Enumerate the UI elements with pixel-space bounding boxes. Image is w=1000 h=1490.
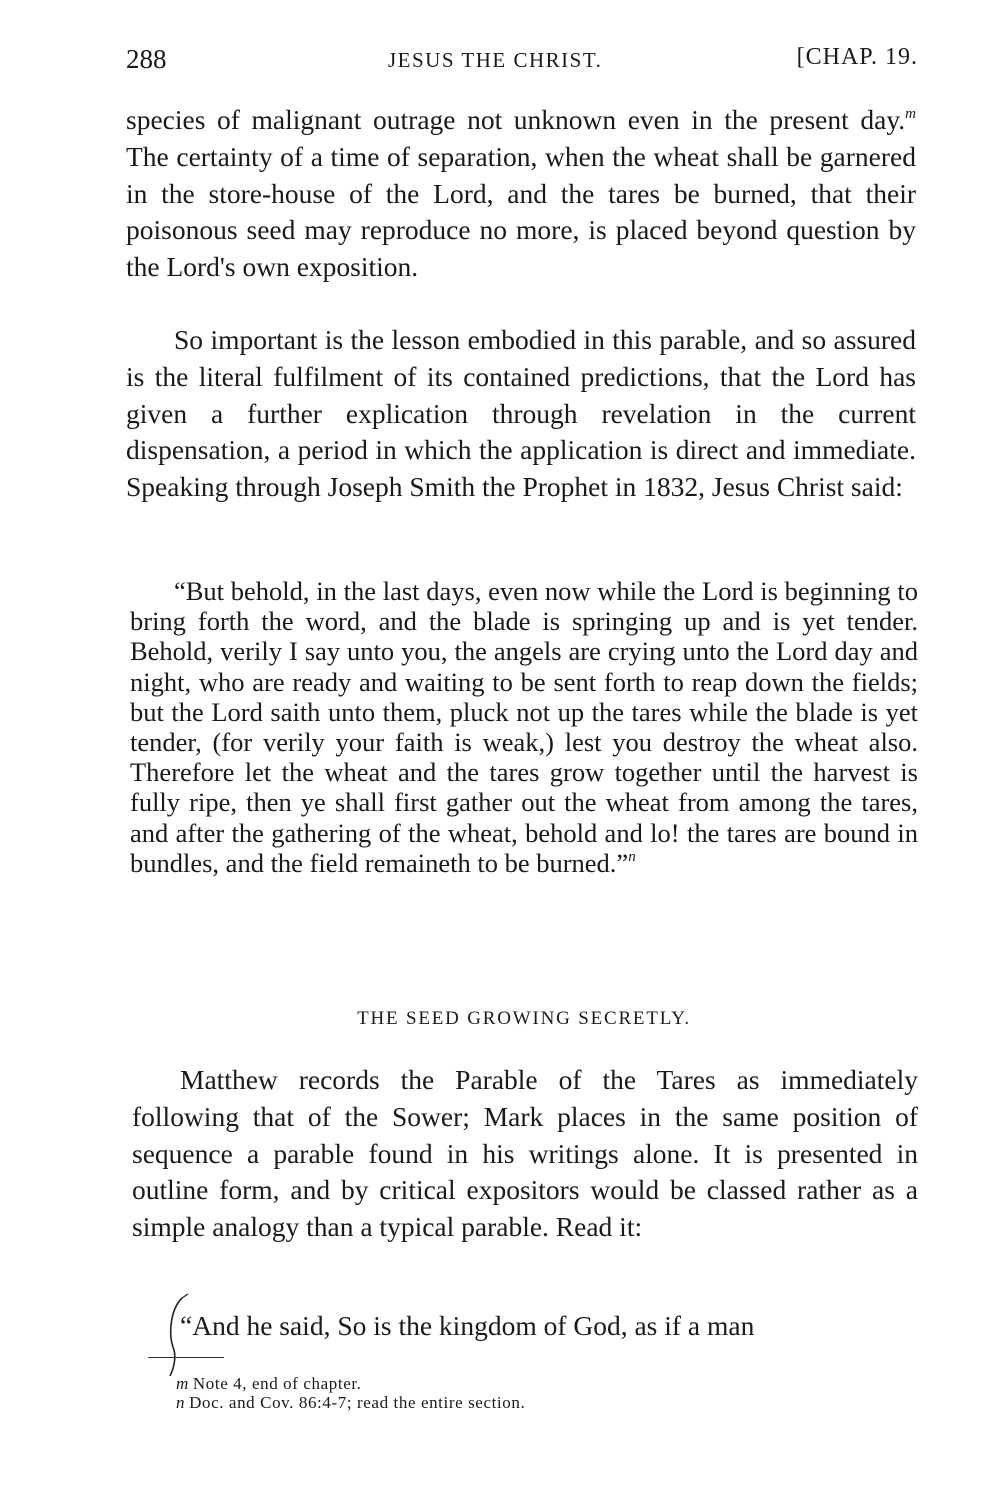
footnote-reference-m: m: [905, 106, 916, 122]
footnote-mark: n: [176, 1393, 186, 1412]
footnotes: [176, 1374, 696, 1412]
paragraph-quote-start: “And he said, So is the kingdom of God, as if a man: [180, 1310, 755, 1341]
footnote-n: [176, 1393, 696, 1412]
section-heading: THE SEED GROWING SECRETLY.: [357, 1008, 691, 1029]
footnote-divider: [148, 1357, 224, 1358]
footnote-text: Note 4, end of chapter.: [192, 1374, 362, 1393]
block-quote-revelation: [130, 576, 918, 878]
footnote-m: [176, 1374, 696, 1393]
paragraph-text: species of malignant outrage not unknown even in the present day.: [126, 104, 906, 135]
book-title: JESUS THE CHRIST.: [388, 48, 603, 72]
paragraph-lesson: So important is the lesson embodied in this parable, and so assured is the literal fulfilment of its contained predictions, that the Lord has given a further explication through revelation in the current dispensation, a period in which the application is direct and immediate. Speaking through Joseph Smith the Prophet in 1832, Jesus Christ said:: [126, 324, 916, 503]
footnote-reference-n: n: [628, 848, 636, 865]
paragraph-matthew: Matthew records the Parable of the Tares as immediately following that of the Sower; Mark places in the same position of sequence a parable found in his writings alone. It is presented in outline form, and by critical expositors would be classed rather as a simple analogy than a typical parable. Read it:: [132, 1064, 918, 1243]
footnote-mark: m: [176, 1374, 189, 1393]
page-number: 288: [126, 44, 167, 74]
quote-text: “But behold, in the last days, even now while the Lord is beginning to bring forth the word, and the blade is springing up and is yet tender. Behold, verily I say unto you, the angels are crying unto the Lord day and night, who are ready and waiting to be sent forth to reap down the fields; but the Lord saith unto them, pluck not up the tares while the blade is yet tender, (for verily your faith is weak,) lest you destroy the wheat also. Therefore let the wheat and the tares grow together until the harvest is fully ripe, then ye shall first gather out the wheat from among the tares, and after the gathering of the wheat, behold and lo! the tares are bound in bundles, and the field remaineth to be burned.”: [130, 576, 918, 878]
paragraph-text-rest: The certainty of a time of separation, when the wheat shall be garnered in the store-house of the Lord, and the tares be burned, that their poisonous seed may reproduce no more, is placed beyond question by the Lord's own exposition.: [126, 140, 916, 283]
running-head: [126, 44, 918, 84]
paragraph-continuation: [126, 102, 916, 286]
footnote-text: Doc. and Cov. 86:4-7; read the entire section.: [189, 1393, 526, 1412]
chapter-reference: [CHAP. 19.: [796, 44, 918, 70]
